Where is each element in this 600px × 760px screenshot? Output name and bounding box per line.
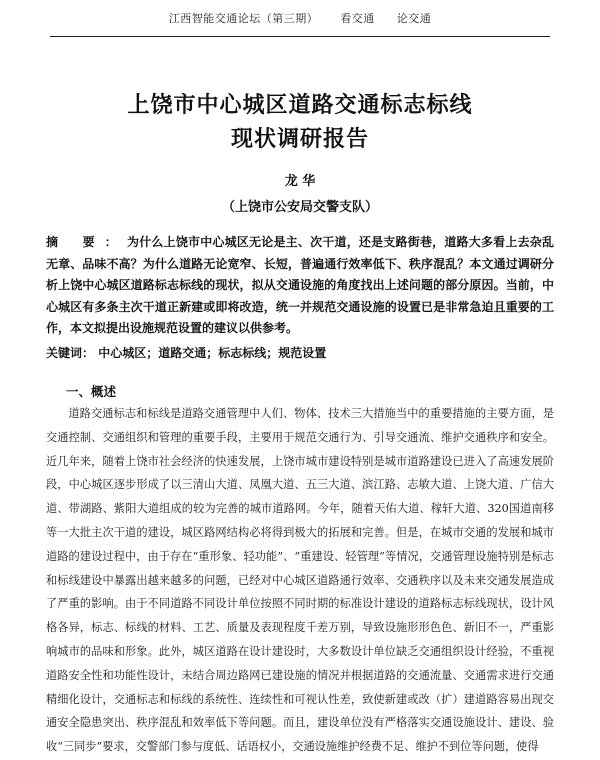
header-rule [50,36,550,37]
author-affiliation: （上饶市公安局交警支队） [221,200,378,215]
abstract [46,232,554,340]
running-header [60,10,540,30]
author-name: 龙 华 [284,174,316,189]
keywords-text: 中心城区；道路交通；标志标线；规范设置 [98,346,327,360]
column-label-2: 论交通 [396,12,432,25]
paper-title-line-1: 上饶市中心城区道路交通标志标线 [127,93,473,118]
journal-name: 江西智能交通论坛（第三期） [168,12,319,25]
abstract-label: 摘 要： [46,235,127,249]
column-label-1: 看交通 [340,12,375,25]
keywords [46,344,554,361]
section-body: 道路交通标志和标线是道路交通管理中人们、物体、技术三大措施当中的重要措施的主要方面，是交通控制、交通组织和管理的重要手段，主要用于规范交通行为、引导交通流、维护交通秩序和安全。近几年来，随着上饶市社会经济的快速发展，上饶市城市建设特别是城市道路建设已进入了高速发展阶段，中心城区逐步形成了以三清山大道、凤凰大道、五三大道、滨江路、志敏大道、上饶大道、广信大道、带湖路、紫阳大道组成的较为完善的城市道路网。今年，随着天佑大道、稼轩大道、320国道南移等一大批主次干道的建设，城区路网结构必将得到极大的拓展和完善。但是，在城市交通的发展和城市道路的建设过程中，由于存在“重形象、轻功能”、“重建设、轻管理”等情况，交通管理设施特别是标志和标线建设中暴露出越来越多的问题，已经对中心城区道路通行效率、交通秩序以及未来交通发展造成了严重的影响。由于不同道路不同设计单位按照不同时期的标准设计建设的道路标志标线现状，设计风格各异，标志、标线的材料、工艺、质量及表现程度千差万别，导致设施形形色色、新旧不一，严重影响城市的品味和形象。此外，城区道路在设计建设时，大多数设计单位缺乏交通组织设计经验，不重视道路安全性和功能性设计，未结合周边路网已建设施的情况并根据道路的交通流量、交通需求进行交通精细化设计，交通标志和标线的系统性、连续性和可视认性差，致使新建或改（扩）建道路容易出现交通安全隐患突出、秩序混乱和效率低下等问题。而且，建设单位没有严格落实交通设施设计、建设、验收“三同步”要求，交警部门参与度低、话语权小，交通设施维护经费不足、维护不到位等问题，使得 [46,407,554,754]
keywords-label: 关键词： [46,346,95,360]
section-heading: 一、概述 [66,384,117,399]
paper-title-line-2: 现状调研报告 [230,127,369,152]
abstract-text: 为什么上饶市中心城区无论是主、次干道，还是支路街巷，道路大多看上去杂乱无章、品味不高？为什么道路无论宽窄、长短，普遍通行效率低下、秩序混乱？本文通过调研分析上饶中心城区道路标志标线的现状，拟从交通设施的角度找出上述问题的部分原因。当前，中心城区有多条主次干道正新建或即将改造，统一并规范交通设施的设置已是非常急迫且重要的工作，本文拟提出设施规范设置的建议以供参考。 [46,235,554,335]
